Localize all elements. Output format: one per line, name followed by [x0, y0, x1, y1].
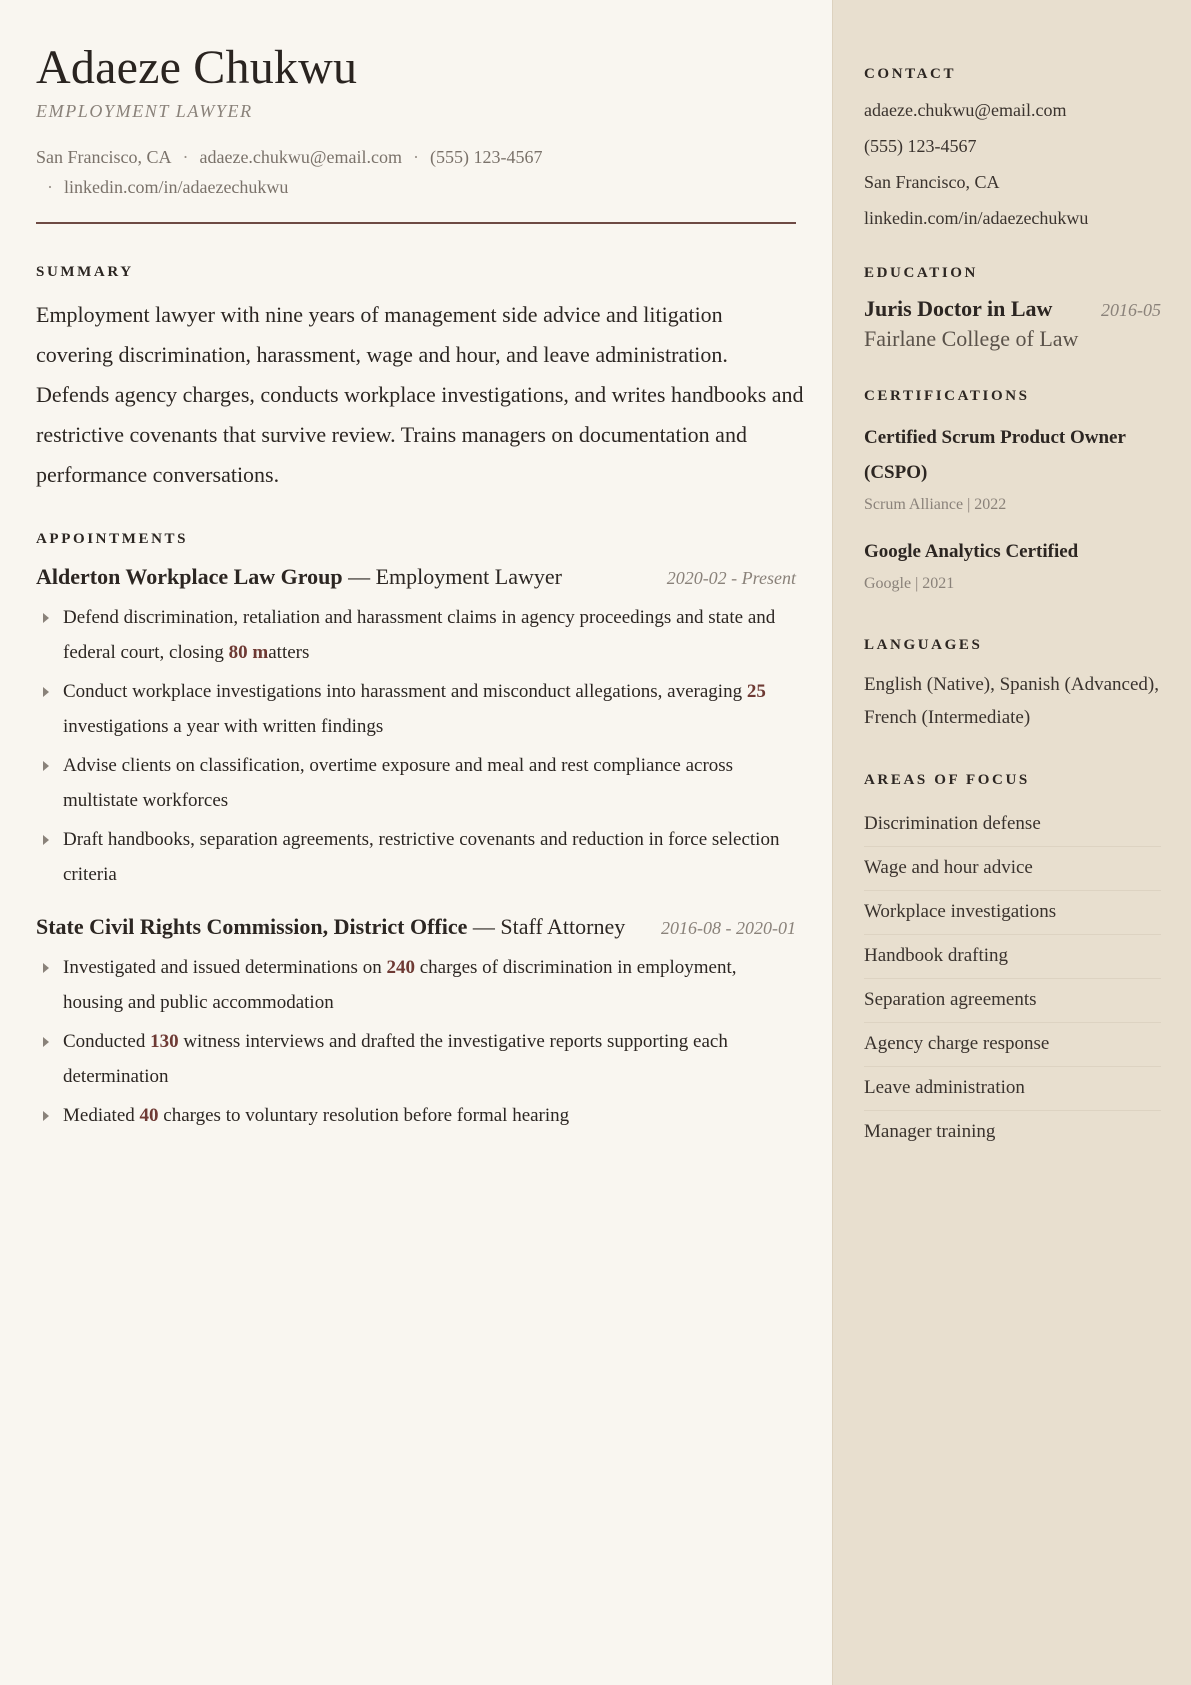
- certifications-heading: CERTIFICATIONS: [864, 388, 1030, 404]
- focus-heading: AREAS OF FOCUS: [864, 772, 1030, 788]
- focus-item: Manager training: [864, 1121, 996, 1142]
- job-entry: [36, 562, 796, 892]
- contact-email[interactable]: adaeze.chukwu@email.com: [864, 100, 1067, 120]
- summary-text: Employment lawyer with nine years of management side advice and litigation covering discrimination, harassment, wage and hour, and leave administration. Defends agency charges, conducts workplace investigations, and writes handbooks and restrictive covenants that survive review. Trains managers on documentation and performance conversations.: [36, 302, 804, 487]
- bullet-text: Draft handbooks, separation agreements, restrictive covenants and reduction in force selection criteria: [63, 829, 780, 885]
- bullet-item: [36, 1024, 796, 1094]
- bullet-highlight: 80 m: [228, 642, 269, 663]
- separator: ·: [412, 147, 419, 167]
- job-dates: 2016-08 - 2020-01: [661, 918, 796, 938]
- bullet-item: [36, 822, 796, 892]
- certification-item: [864, 534, 1161, 599]
- certification-name: Certified Scrum Product Owner (CSPO): [864, 427, 1126, 483]
- certification-issuer: Scrum Alliance | 2022: [864, 496, 1007, 513]
- job-entry: [36, 912, 796, 1133]
- contact-phone: (555) 123-4567: [864, 136, 977, 156]
- bullet-text: charges to voluntary resolution before formal hearing: [158, 1105, 570, 1126]
- appointments-heading: APPOINTMENTS: [36, 531, 189, 547]
- bullet-item: [36, 600, 796, 670]
- focus-list: [864, 803, 1161, 1154]
- focus-item: Discrimination defense: [864, 803, 1161, 847]
- certification-name: Google Analytics Certified: [864, 541, 1079, 562]
- focus-item: Separation agreements: [864, 979, 1161, 1023]
- bullet-text: Advise clients on classification, overtime exposure and meal and rest compliance across multistate workforces: [63, 755, 734, 811]
- contact-list: [864, 92, 1161, 236]
- bullet-text: charges of discrimination in employment, housing and public accommodation: [63, 957, 737, 1013]
- bullet-text: Mediated: [63, 1105, 140, 1126]
- bullet-text: Conducted: [63, 1031, 151, 1052]
- focus-item: Leave administration: [864, 1067, 1161, 1111]
- languages-heading: LANGUAGES: [864, 637, 983, 653]
- job-heading: [36, 912, 625, 942]
- job-bullets: [36, 950, 796, 1133]
- contact-heading: CONTACT: [864, 66, 957, 82]
- focus-item: Workplace investigations: [864, 891, 1161, 935]
- sidebar: [832, 0, 1191, 1685]
- job-dash: —: [467, 914, 501, 939]
- focus-item: Agency charge response: [864, 1023, 1161, 1067]
- certification-issuer: Google | 2021: [864, 575, 955, 592]
- bullet-text: investigations a year with written findings: [63, 716, 384, 737]
- separator: ·: [47, 177, 53, 197]
- contact-location: San Francisco, CA: [864, 172, 1000, 192]
- bullet-text: Investigated and issued determinations on: [63, 957, 387, 978]
- header-email[interactable]: adaeze.chukwu@email.com: [199, 147, 402, 167]
- education-heading: EDUCATION: [864, 265, 978, 281]
- bullet-highlight: 25: [746, 681, 766, 702]
- bullet-item: [36, 1098, 796, 1133]
- bullet-highlight: 240: [386, 957, 415, 978]
- contact-linkedin[interactable]: linkedin.com/in/adaezechukwu: [864, 208, 1089, 228]
- job-dash: —: [342, 564, 376, 589]
- candidate-name: Adaeze Chukwu: [36, 41, 358, 94]
- job-role: Employment Lawyer: [375, 564, 562, 589]
- separator: ·: [182, 147, 189, 167]
- header-contact-line: [36, 142, 596, 202]
- job-org: Alderton Workplace Law Group: [36, 564, 343, 589]
- job-title: EMPLOYMENT LAWYER: [36, 101, 253, 121]
- bullet-text: witness interviews and drafted the investigative reports supporting each determination: [63, 1031, 728, 1087]
- bullet-item: [36, 748, 796, 818]
- certification-item: [864, 420, 1161, 520]
- education-date: 2016-05: [1101, 300, 1161, 320]
- job-role: Staff Attorney: [500, 914, 626, 939]
- bullet-text: atters: [268, 642, 310, 663]
- bullet-text: Defend discrimination, retaliation and harassment claims in agency proceedings and state and federal court, closing: [63, 607, 776, 663]
- bullet-highlight: 130: [150, 1031, 179, 1052]
- header-location: San Francisco, CA: [36, 147, 172, 167]
- languages-text: English (Native), Spanish (Advanced), French (Intermediate): [864, 674, 1159, 728]
- bullet-text: Conduct workplace investigations into harassment and misconduct allegations, averaging: [63, 681, 747, 702]
- job-dates: 2020-02 - Present: [666, 568, 796, 588]
- header-phone: (555) 123-4567: [429, 147, 543, 167]
- job-heading: [36, 562, 562, 592]
- header-linkedin[interactable]: linkedin.com/in/adaezechukwu: [64, 177, 289, 197]
- focus-item: Handbook drafting: [864, 935, 1161, 979]
- job-org: State Civil Rights Commission, District Office: [36, 914, 468, 939]
- bullet-item: [36, 950, 796, 1020]
- summary-heading: SUMMARY: [36, 264, 134, 280]
- education-school: Fairlane College of Law: [864, 326, 1079, 351]
- bullet-highlight: 40: [139, 1105, 159, 1126]
- bullet-item: [36, 674, 796, 744]
- focus-item: Wage and hour advice: [864, 847, 1161, 891]
- education-degree: Juris Doctor in Law: [864, 296, 1053, 321]
- header-divider: [36, 222, 796, 224]
- job-bullets: [36, 600, 796, 892]
